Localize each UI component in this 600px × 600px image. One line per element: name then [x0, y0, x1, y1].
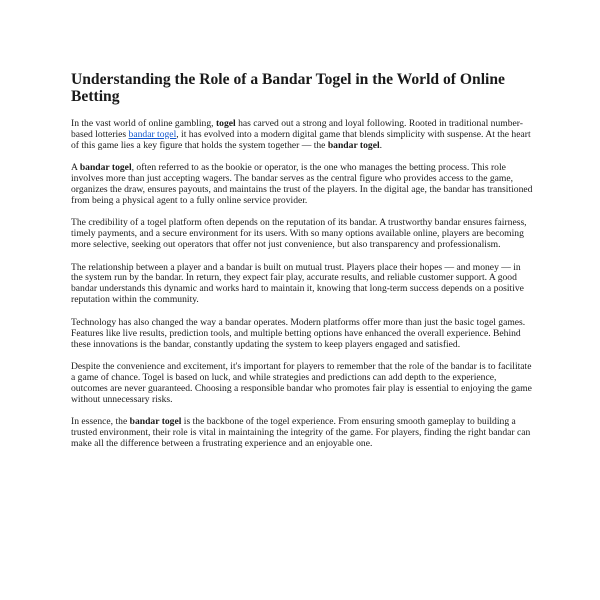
paragraph-relationship: The relationship between a player and a bandar is built on mutual trust. Players place their hopes — and money — in the system run by the bandar. In return, they expect fair play, accurate results, and reliable customer support. A good bandar understands this dynamic and works hard to maintain it, knowing that long-term success depends on a positive reputation within the community.: [71, 261, 524, 306]
p1-bold-bandar: bandar togel: [327, 139, 380, 151]
paragraph-technology: Technology has also changed the way a bandar operates. Modern platforms offer more than just the basic togel games. Features like live results, prediction tools, and multiple betting options have enhanced the overall experience. Behind these innovations is the bandar, constantly updating the system to keep players engaged and satisfied.: [71, 316, 526, 350]
p1-text-c: has carved out a strong and loyal following. Rooted in traditional number-based lotteries: [71, 118, 523, 140]
p7-text-a: In essence, the: [71, 416, 130, 428]
paragraph-responsibility: Despite the convenience and excitement, it's important for players to remember that the role of the bandar is to facilitate a game of chance. Togel is based on luck, and while strategies and predictions can add depth to the experience, outcomes are never guaranteed. Choosing a responsible bandar who promotes fair play is essential to enjoying the game without unnecessary risks.: [71, 360, 532, 405]
bandar-togel-link[interactable]: bandar togel: [128, 128, 177, 140]
p7-text-c: is the backbone of the togel experience. From ensuring smooth gameplay to building a trusted environment, their role is vital in maintaining the integrity of the game. For players, finding the right bandar can make all the difference between a frustrating experience and an enjoyable one.: [71, 416, 531, 449]
p2-text-c: , often referred to as the bookie or operator, is the one who manages the betting process. This role involves more than just accepting wagers. The bandar serves as the central figure who provides access to the game, organizes the draw, ensures payouts, and maintains the trust of the players. In the digital age, the bandar has transitioned from being a physical agent to a fully online service provider.: [71, 162, 533, 206]
article: [71, 71, 533, 461]
p2-bold-bandar: bandar togel: [79, 162, 132, 174]
p1-text-e: .: [379, 139, 383, 151]
paragraph-definition: [71, 163, 533, 207]
paragraph-intro: [71, 119, 533, 152]
paragraph-conclusion: [71, 417, 533, 450]
p7-bold-bandar: bandar togel: [129, 416, 182, 428]
article-title: Understanding the Role of a Bandar Togel in the World of Online Betting: [71, 71, 505, 105]
p1-bold-togel: togel: [215, 118, 236, 129]
paragraph-credibility: The credibility of a togel platform often depends on the reputation of its bandar. A trustworthy bandar ensures fairness, timely payments, and a secure environment for its users. With so many options available online, players are becoming more selective, seeking out operators that offer not just convenience, but also transparency and professionalism.: [71, 217, 527, 251]
p1-text-d: , it has evolved into a modern digital game that blends simplicity with suspense. At the heart of this game lies a key figure that holds the system together — the: [71, 128, 531, 151]
p1-text-a: In the vast world of online gambling,: [71, 118, 216, 129]
p2-text-a: A: [71, 162, 80, 174]
